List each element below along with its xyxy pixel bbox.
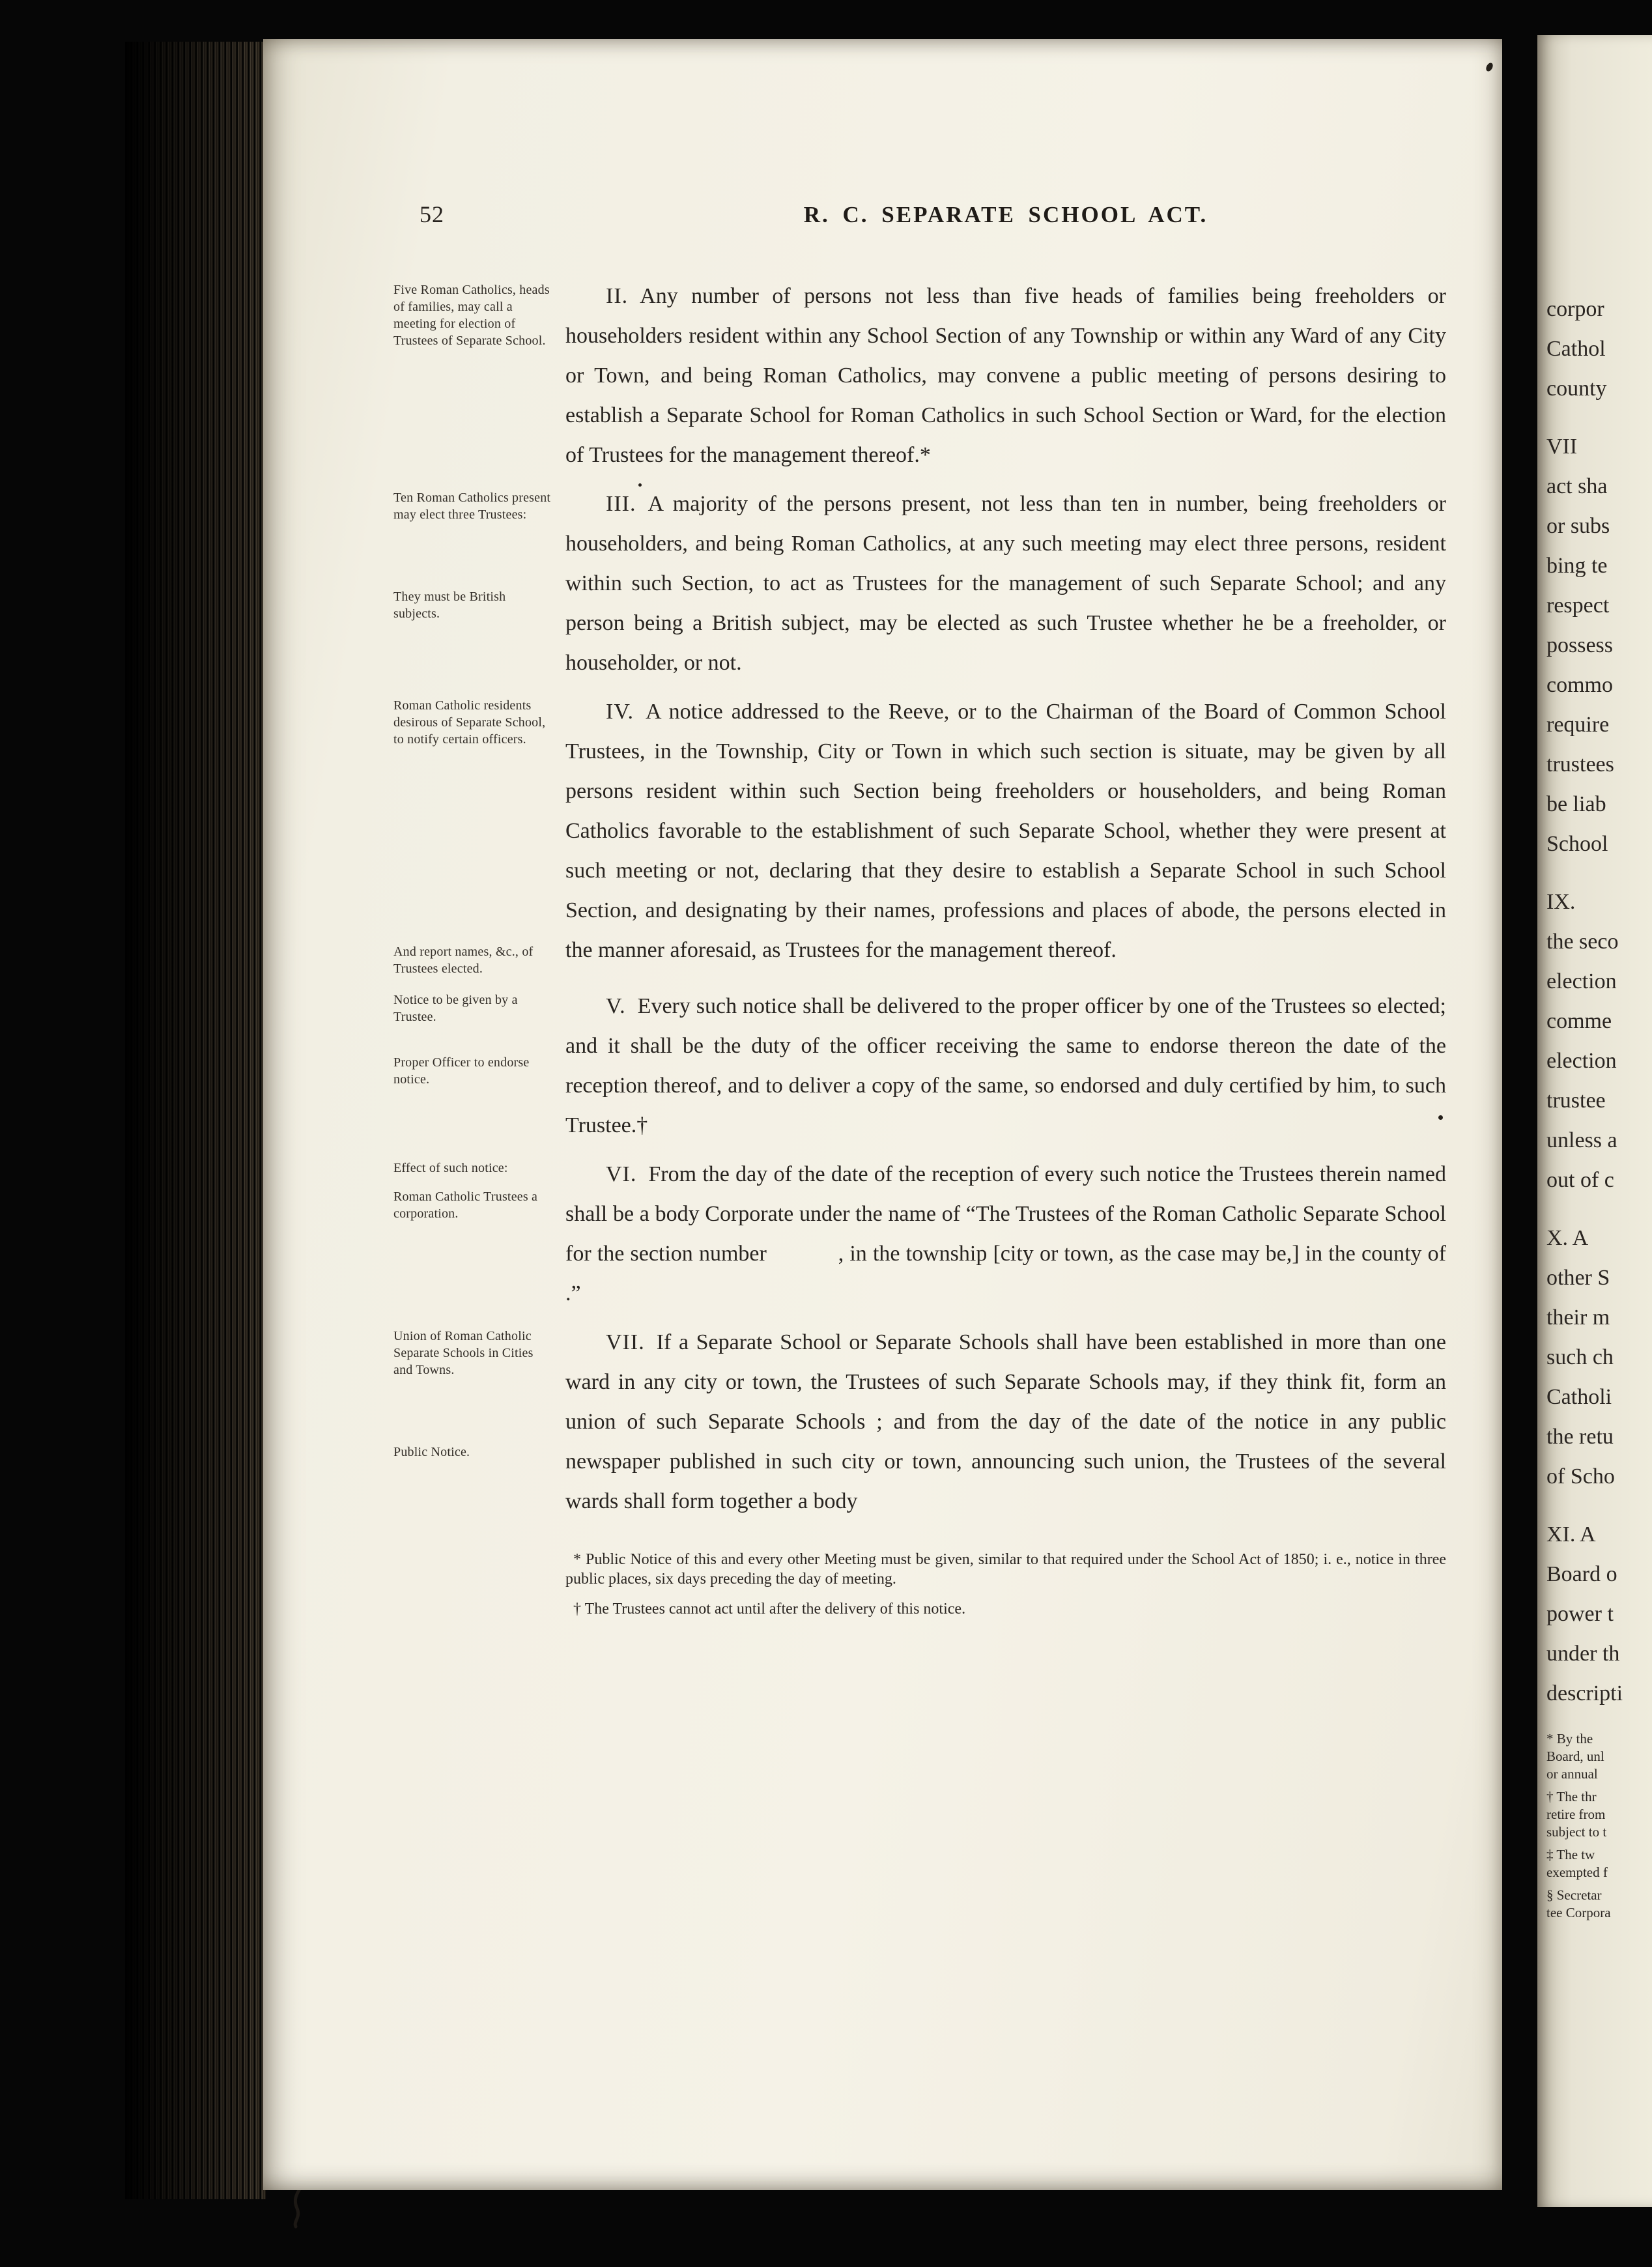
section-paragraph — [565, 692, 1446, 970]
body-column — [565, 276, 1446, 475]
text-line: under th — [1546, 1642, 1620, 1666]
text-line: descripti — [1546, 1681, 1623, 1705]
section-text: A majority of the persons present, not less than ten in number, being freeholders or householders, and being Roman Catholics, at any such meeting may elect three persons, resident within such Section, to act as Trustees for the management of such Separate School; and any person being a British subject, may be elected as such Trustee whether he be a freeholder, or householder, or not. — [565, 492, 1446, 675]
text-line: commo — [1546, 673, 1613, 697]
body-column — [565, 1154, 1513, 1313]
text-line: * By the — [1546, 1731, 1593, 1747]
section-text: Every such notice shall be delivered to the proper officer by one of the Trustees so elected; and it shall be the duty of the officer receiving the same to endorse thereon the date of the reception thereof, and to deliver a copy of the same, so endorsed and duly certified by him, to such Trustee.† — [565, 994, 1446, 1137]
body-column — [565, 484, 1446, 683]
body-column — [565, 1322, 1446, 1521]
section-number: VI. — [606, 1162, 637, 1186]
text-line: require — [1546, 713, 1610, 737]
right-page-paragraph — [1546, 289, 1652, 408]
margin-note: Roman Catholic residents desirous of Separate School, to notify certain officers. — [393, 698, 546, 747]
text-line: XI. A — [1546, 1522, 1596, 1547]
margin-note: Roman Catholic Trustees a corporation. — [393, 1190, 538, 1221]
text-line: the retu — [1546, 1425, 1614, 1449]
right-page-paragraph — [1546, 1218, 1652, 1496]
section-number: IV. — [606, 700, 634, 724]
section-iv — [393, 692, 1446, 977]
right-page-partial — [1537, 35, 1652, 2207]
margin-note: Proper Officer to endorse notice. — [393, 1055, 530, 1087]
text-line: † The thr — [1546, 1789, 1597, 1804]
text-line: of Scho — [1546, 1464, 1615, 1489]
text-line: out of c — [1546, 1168, 1614, 1192]
text-line: § Secretar — [1546, 1887, 1602, 1903]
page-edge-stack — [125, 42, 266, 2199]
text-line: IX. — [1546, 890, 1576, 914]
margin-note-column — [393, 484, 554, 683]
footnote: † The Trustees cannot act until after the delivery of this notice. — [573, 1601, 966, 1618]
text-line: county — [1546, 377, 1607, 401]
body-column — [565, 986, 1446, 1145]
margin-note-column — [393, 1322, 554, 1521]
right-page-paragraph — [1546, 1515, 1652, 1713]
margin-note: And report names, &c., of Trustees elected. — [393, 945, 534, 976]
text-line: other S — [1546, 1266, 1610, 1290]
text-line: or subs — [1546, 514, 1610, 538]
text-line: act sha — [1546, 474, 1608, 498]
text-line: Cathol — [1546, 337, 1606, 361]
text-line: election — [1546, 1049, 1617, 1073]
right-page-footnote — [1546, 1788, 1652, 1841]
text-line: ‡ The tw — [1546, 1847, 1595, 1862]
text-line: the seco — [1546, 930, 1619, 954]
right-page-footnotes — [1546, 1730, 1652, 1922]
section-number: II. — [606, 284, 629, 308]
text-line: Board, unl — [1546, 1748, 1604, 1764]
section-text: If a Separate School or Separate Schools shall have been established in more than one ward in any city or town, the Trustees of such Separate Schools may, if they think fit, form an union of such Separate Schools ; and from the day of the date of the notice in any public newspaper published in such city or town, announcing such union, the Trustees of the several wards shall form together a body — [565, 1330, 1446, 1513]
margin-note: Five Roman Catholics, heads of families, may call a meeting for election of Trustees of Separate School. — [393, 283, 550, 348]
text-line: trustees — [1546, 752, 1614, 777]
text-line: possess — [1546, 633, 1614, 657]
section-iii — [393, 484, 1446, 683]
text-line: respect — [1546, 593, 1610, 618]
right-page-footnote — [1546, 1730, 1652, 1783]
section-vi — [393, 1154, 1513, 1313]
right-page-paragraph — [1546, 882, 1652, 1200]
margin-note-column — [393, 1154, 554, 1313]
section-paragraph — [565, 986, 1446, 1145]
right-page-footnote — [1546, 1846, 1652, 1881]
text-line: their m — [1546, 1305, 1610, 1330]
text-line: power t — [1546, 1602, 1614, 1626]
margin-note: Public Notice. — [393, 1445, 470, 1459]
text-line: subject to t — [1546, 1824, 1607, 1840]
text-line: bing te — [1546, 554, 1608, 578]
text-line: tee Corpora — [1546, 1905, 1611, 1920]
text-line: retire from — [1546, 1806, 1606, 1822]
margin-note: They must be British subjects. — [393, 590, 506, 621]
section-paragraph — [565, 276, 1446, 475]
margin-note: Effect of such notice: — [393, 1161, 508, 1175]
margin-note: Notice to be given by a Trustee. — [393, 993, 518, 1024]
section-number: V. — [606, 994, 626, 1018]
margin-note: Union of Roman Catholic Separate Schools in Cities and Towns. — [393, 1329, 534, 1377]
section-number: VII. — [606, 1330, 645, 1354]
margin-note-column — [393, 276, 554, 475]
margin-note: Ten Roman Catholics present may elect three Trustees: — [393, 491, 551, 522]
text-line: VII — [1546, 435, 1578, 459]
section-number: III. — [606, 492, 636, 516]
text-line: trustee — [1546, 1089, 1606, 1113]
page-number: 52 — [420, 201, 444, 227]
scan-speck — [1438, 1115, 1443, 1120]
text-line: X. A — [1546, 1226, 1589, 1250]
text-line: School — [1546, 832, 1608, 856]
body-column — [565, 692, 1446, 977]
section-paragraph — [565, 484, 1446, 683]
text-line: comme — [1546, 1009, 1612, 1033]
text-line: or annual — [1546, 1766, 1598, 1782]
section-ii — [393, 276, 1446, 475]
section-vii — [393, 1322, 1446, 1521]
text-line: Board o — [1546, 1562, 1617, 1586]
text-line: corpor — [1546, 297, 1604, 321]
right-page-paragraph — [1546, 427, 1652, 864]
section-text: From the day of the date of the reception of every such notice the Trustees therein named shall be a body Corporate under the name of “The Trustees of the Roman Catholic Separate School for the section number , in the township [city or town, as the case may be,] in the county of .” — [565, 1162, 1513, 1305]
left-page — [263, 39, 1513, 2190]
footnotes — [565, 1550, 1446, 1619]
text-line: Catholi — [1546, 1385, 1612, 1409]
text-line: be liab — [1546, 792, 1606, 816]
text-line: such ch — [1546, 1345, 1614, 1369]
section-paragraph — [565, 1154, 1513, 1313]
page-header — [393, 201, 1446, 228]
footnote: * Public Notice of this and every other Meeting must be given, similar to that required under the School Act of 1850; i. e., notice in three public places, six days preceding the day of meeting. — [565, 1551, 1446, 1588]
section-text: Any number of persons not less than five heads of families being freeholders or householders resident within any School Section of any Township or within any Ward of any City or Town, and being Roman Catholics, may convene a public meeting of persons desiring to establish a Separate School for Roman Catholics in such School Section or Ward, for the election of Trustees for the management thereof.* — [565, 284, 1446, 467]
right-page-footnote — [1546, 1887, 1652, 1922]
margin-note-column — [393, 986, 554, 1145]
margin-note-column — [393, 692, 554, 977]
text-line: election — [1546, 969, 1617, 993]
text-line: exempted f — [1546, 1864, 1608, 1880]
section-paragraph — [565, 1322, 1446, 1521]
section-text: A notice addressed to the Reeve, or to the Chairman of the Board of Common School Trustees, in the Township, City or Town in which such section is situate, may be given by all persons resident within such Section being freeholders or householders, and being Roman Catholics favorable to the establishment of such Separate School, whether they were present at such meeting or not, declaring that they desire to establish a Separate School in such School Section, and designating by their names, professions and places of abode, the persons elected in the manner aforesaid, as Trustees for the management thereof. — [565, 700, 1446, 962]
section-v — [393, 986, 1446, 1145]
text-line: unless a — [1546, 1128, 1617, 1152]
scan-speck — [638, 483, 642, 487]
running-head: R. C. SEPARATE SCHOOL ACT. — [803, 202, 1208, 227]
